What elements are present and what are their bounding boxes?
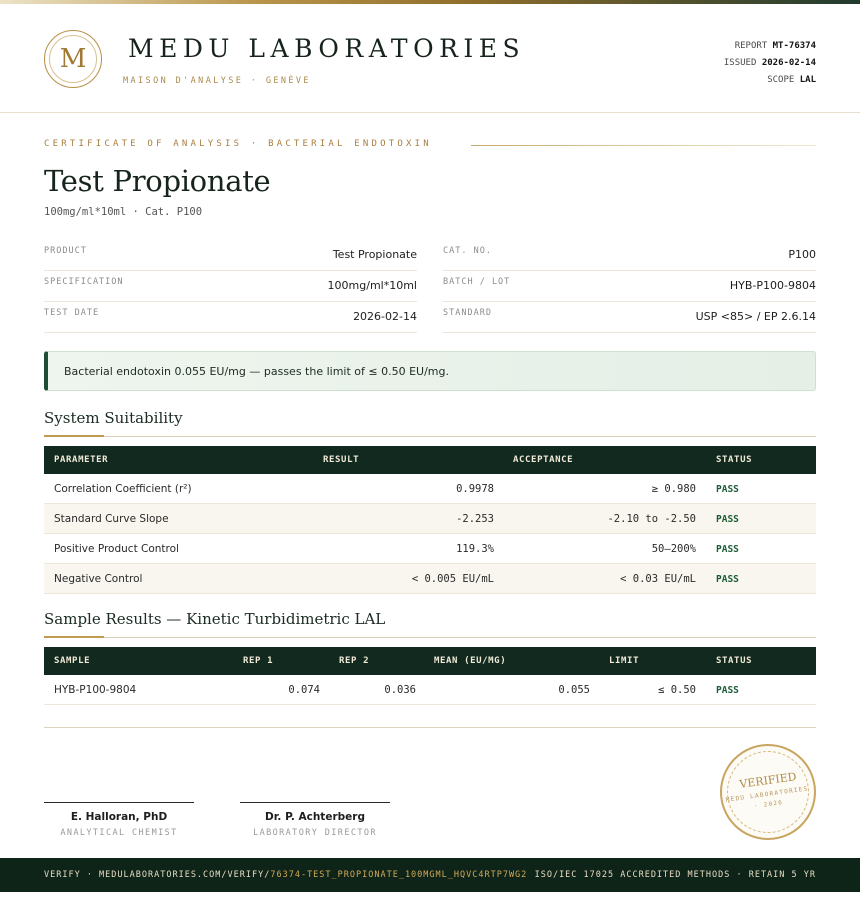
product-title: Test Propionate [44, 164, 271, 198]
section-rule [44, 637, 816, 638]
signature-block-director [240, 802, 390, 838]
info-row-batch [443, 271, 816, 302]
column-header-parameter: PARAMETER [54, 455, 109, 465]
info-label: BATCH / LOT [443, 277, 511, 287]
rep1-cell: 0.074 [288, 684, 320, 696]
column-header-sample: SAMPLE [54, 656, 91, 666]
table-row [44, 504, 816, 534]
section-accent [44, 636, 104, 638]
brand-tagline: MAISON D'ANALYSE · GENÈVE [123, 76, 311, 86]
status-badge: PASS [716, 514, 739, 525]
column-header-mean: MEAN (EU/MG) [434, 656, 507, 666]
parameter-cell: Correlation Coefficient (r²) [54, 483, 192, 495]
issued-row [724, 55, 816, 72]
issued-value: 2026-02-14 [761, 58, 816, 68]
verify-link[interactable]: 76374-TEST_PROPIONATE_100MGML_HQVC4RTP7WG2 [270, 870, 528, 880]
verified-seal [720, 744, 816, 840]
footer-bar [0, 858, 860, 892]
system-suitability-header [44, 446, 816, 474]
certificate-kicker [44, 139, 816, 153]
info-row-product [44, 240, 417, 271]
info-label: STANDARD [443, 308, 492, 318]
report-value: MT-76374 [772, 41, 816, 51]
signature-line [240, 802, 390, 803]
result-cell: 0.9978 [456, 483, 494, 495]
section-rule [44, 436, 816, 437]
system-suitability-title: System Suitability [44, 409, 183, 427]
scope-row [724, 72, 816, 89]
report-label: REPORT [734, 41, 768, 51]
product-subtitle: 100mg/ml*10ml · Cat. P100 [44, 206, 203, 218]
acceptance-cell: ≥ 0.980 [651, 483, 696, 495]
sample-cell: HYB-P100-9804 [54, 684, 137, 696]
seal-sub-text: MEDU LABORATORIES · 2026 [725, 785, 810, 810]
signature-line [44, 802, 194, 803]
info-label: SPECIFICATION [44, 277, 124, 287]
issued-label: ISSUED [723, 58, 757, 68]
report-id-row [724, 38, 816, 55]
rep2-cell: 0.036 [384, 684, 416, 696]
result-cell: < 0.005 EU/mL [411, 573, 494, 585]
status-badge: PASS [716, 685, 739, 696]
column-header-status: STATUS [716, 455, 753, 465]
parameter-cell: Positive Product Control [54, 543, 179, 555]
parameter-cell: Standard Curve Slope [54, 513, 169, 525]
result-cell: -2.253 [456, 513, 494, 525]
sample-results-title: Sample Results — Kinetic Turbidimetric LAL [44, 610, 386, 628]
info-value: 100mg/ml*10ml [327, 279, 417, 292]
info-row-test-date [44, 302, 417, 333]
signature-divider [44, 727, 816, 728]
info-left-column [44, 240, 417, 333]
acceptance-cell: -2.10 to -2.50 [607, 513, 696, 525]
header [0, 4, 860, 113]
signatory-role: ANALYTICAL CHEMIST [60, 828, 178, 838]
info-label: CAT. NO. [443, 246, 492, 256]
info-row-standard [443, 302, 816, 333]
result-banner [44, 351, 816, 391]
status-badge: PASS [716, 574, 739, 585]
report-meta [724, 38, 816, 89]
logo-emblem [44, 30, 102, 88]
brand-name: MEDU LABORATORIES [128, 34, 526, 63]
table-row [44, 675, 816, 705]
result-cell: 119.3% [456, 543, 494, 555]
signatory-name: E. Halloran, PhD [70, 811, 168, 823]
section-accent [44, 435, 104, 437]
column-header-rep1: REP 1 [243, 656, 274, 666]
scope-value: LAL [799, 75, 816, 85]
limit-cell: ≤ 0.50 [658, 684, 696, 696]
column-header-acceptance: ACCEPTANCE [513, 455, 574, 465]
mean-cell: 0.055 [558, 684, 590, 696]
acceptance-cell: 50–200% [651, 543, 696, 555]
column-header-result: RESULT [323, 455, 360, 465]
acceptance-cell: < 0.03 EU/mL [620, 573, 696, 585]
info-value: USP <85> / EP 2.6.14 [695, 310, 816, 323]
info-value: 2026-02-14 [353, 310, 417, 323]
table-row [44, 534, 816, 564]
scope-label: SCOPE [767, 75, 795, 85]
seal-main-text: VERIFIED [738, 770, 798, 791]
info-row-specification [44, 271, 417, 302]
kicker-rule [471, 145, 816, 146]
signatory-role: LABORATORY DIRECTOR [253, 828, 377, 838]
column-header-rep2: REP 2 [339, 656, 370, 666]
info-label: TEST DATE [44, 308, 100, 318]
info-value: P100 [788, 248, 816, 261]
column-header-status: STATUS [716, 656, 753, 666]
info-value: HYB-P100-9804 [729, 279, 816, 292]
signatory-name: Dr. P. Achterberg [265, 811, 365, 823]
logo-monogram: M [49, 35, 97, 83]
accreditation-note: ISO/IEC 17025 ACCREDITED METHODS · RETAIN 5 YR [534, 870, 816, 880]
info-right-column [443, 240, 816, 333]
verify-line [44, 870, 527, 880]
sample-results-header [44, 647, 816, 675]
parameter-cell: Negative Control [54, 573, 143, 585]
certificate-label: CERTIFICATE OF ANALYSIS · BACTERIAL ENDOTOXIN [44, 139, 432, 149]
table-row [44, 564, 816, 594]
certificate-sheet [0, 4, 860, 923]
status-badge: PASS [716, 544, 739, 555]
verify-prefix: VERIFY · MEDULABORATORIES.COM/VERIFY/ [44, 870, 271, 880]
info-row-cat-no [443, 240, 816, 271]
table-row [44, 474, 816, 504]
status-badge: PASS [716, 484, 739, 495]
info-label: PRODUCT [44, 246, 87, 256]
signature-block-chemist [44, 802, 194, 838]
result-banner-text: Bacterial endotoxin 0.055 EU/mg — passes the limit of ≤ 0.50 EU/mg. [64, 365, 449, 378]
info-value: Test Propionate [332, 248, 417, 261]
column-header-limit: LIMIT [609, 656, 640, 666]
